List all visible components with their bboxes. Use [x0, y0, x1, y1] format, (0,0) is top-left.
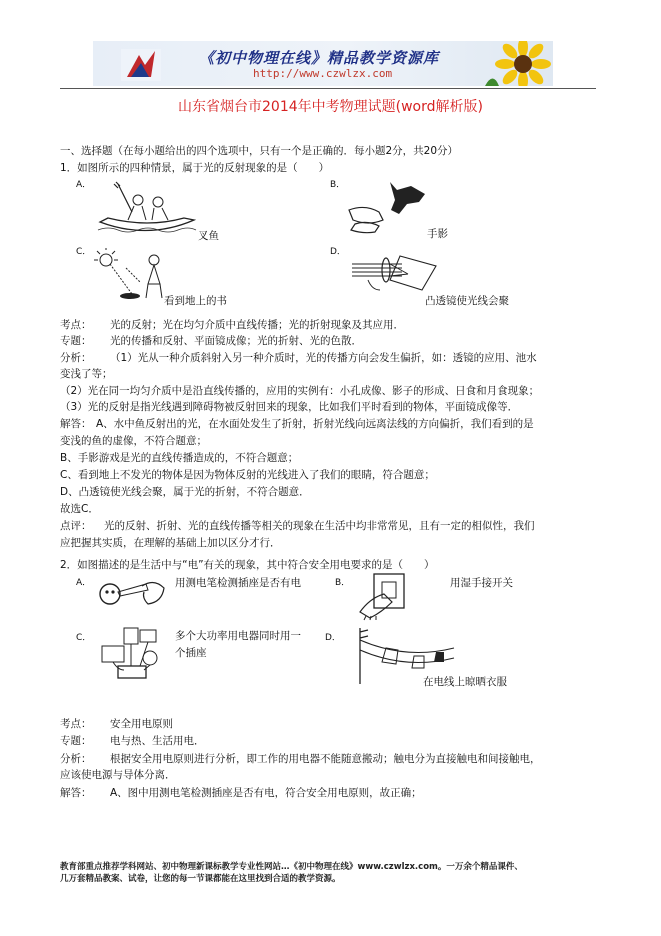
q1-zhuanti: 光的传播和反射、平面镜成像；光的折射、光的色散．	[110, 335, 362, 347]
q1-jieda-1: A、水中鱼反射出的光，在水面处发生了折射，折射光线向远离法线的方向偏折，我们看到的是	[96, 418, 534, 430]
q2-option-c: C．	[76, 633, 92, 643]
q1-option-c: C．	[76, 247, 92, 257]
overloaded-socket-illustration	[98, 624, 168, 684]
header-divider	[60, 88, 596, 89]
section-heading: 一、选择题（在每小题给出的四个选项中，只有一个是正确的．每小题2分，共20分）	[60, 145, 459, 157]
q2-kaodian-label: 考点：	[60, 718, 92, 730]
banner-url: http://www.czwlzx.com	[253, 67, 393, 80]
footer	[60, 861, 620, 885]
q2-jieda-1: A、图中用测电笔检测插座是否有电，符合安全用电原则，故正确；	[110, 787, 422, 799]
q1-kaodian-label: 考点：	[60, 319, 92, 331]
q1-dianping-label: 点评：	[60, 520, 92, 532]
q2-option-a: A．	[76, 578, 92, 588]
site-logo	[111, 41, 171, 86]
q2-jieda-label: 解答：	[60, 787, 92, 799]
q2-caption-c-line2: 个插座	[175, 647, 207, 659]
q1-option-a: A．	[76, 180, 92, 190]
q1-jieda-3: B、手影游戏是光的直线传播造成的，不符合题意；	[60, 452, 299, 464]
q1-option-b: B．	[330, 180, 346, 190]
q2-caption-a: 用测电笔检测插座是否有电	[175, 577, 301, 589]
header-banner	[93, 41, 553, 86]
q1-dianping-1: 光的反射、折射、光的直线传播等相关的现象在生活中均非常常见，且有一定的相似性，我们	[104, 520, 535, 532]
test-pen-illustration	[98, 574, 168, 614]
q1-zhuanti-label: 专题：	[60, 335, 92, 347]
q1-jieda-2: 变浅的鱼的虚像，不符合题意；	[60, 435, 207, 447]
q1-fenxi-4: （3）光的反射是指光线遇到障碍物被反射回来的现象，比如我们平时看到的物体，平面镜成像等．	[60, 401, 519, 413]
q2-zhuanti-label: 专题：	[60, 735, 92, 747]
q1-option-d: D．	[330, 247, 346, 257]
q2-option-d: D．	[325, 633, 341, 643]
q1-stem: 1．如图所示的四种情景，属于光的反射现象的是（ ）	[60, 162, 330, 174]
q2-caption-b: 用湿手接开关	[450, 577, 513, 589]
q2-fenxi-label: 分析：	[60, 753, 92, 765]
q1-caption-c: 看到地上的书	[164, 295, 227, 307]
convex-lens-illustration	[350, 250, 440, 300]
q1-answer: 故选C．	[60, 503, 99, 515]
q1-kaodian: 光的反射；光在均匀介质中直线传播；光的折射现象及其应用．	[110, 319, 404, 331]
q1-dianping-2: 应把握其实质，在理解的基础上加以区分才行．	[60, 537, 281, 549]
q1-fenxi-label: 分析：	[60, 352, 92, 364]
q2-kaodian: 安全用电原则	[110, 718, 173, 730]
wet-hand-switch-illustration	[356, 572, 436, 622]
q2-fenxi-2: 应该使电源与导体分离．	[60, 769, 176, 781]
q2-zhuanti: 电与热、生活用电．	[110, 735, 205, 747]
q1-jieda-5: D、凸透镜使光线会聚，属于光的折射，不符合题意．	[60, 486, 310, 498]
q2-option-b: B．	[335, 578, 351, 588]
q2-caption-d: 在电线上晾晒衣服	[423, 676, 507, 688]
q1-jieda-4: C、看到地上不发光的物体是因为物体反射的光线进入了我们的眼睛，符合题意；	[60, 469, 435, 481]
q1-caption-b: 手影	[427, 228, 448, 240]
q1-fenxi-3: （2）光在同一均匀介质中是沿直线传播的，应用的实例有：小孔成像、影子的形成、日食和月食现象；	[60, 385, 540, 397]
footer-line-1: 教育部重点推荐学科网站、初中物理新课标教学专业性网站…《初中物理在线》www.czwlzx.com。一万余个精品课件、	[60, 862, 523, 872]
q2-fenxi-1: 根据安全用电原则进行分析，即工作的用电器不能随意搬动；触电分为直接触电和间接触电，	[110, 753, 541, 765]
q1-fenxi-2: 变浅了等；	[60, 368, 113, 380]
q2-stem: 2．如图描述的是生活中与“电”有关的现象，其中符合安全用电要求的是（ ）	[60, 559, 435, 571]
q1-caption-d: 凸透镜使光线会聚	[425, 295, 509, 307]
fishing-boat-illustration	[98, 182, 198, 242]
banner-title: 《初中物理在线》精品教学资源库	[199, 49, 440, 67]
q2-caption-c-line1: 多个大功率用电器同时用一	[175, 630, 301, 642]
q1-fenxi-1: （1）光从一种介质斜射入另一种介质时，光的传播方向会发生偏折，如：透镜的应用、池水	[110, 352, 537, 364]
q1-jieda-label: 解答：	[60, 418, 92, 430]
footer-line-2: 几万套精品教案、试卷，让您的每一节课都能在这里找到合适的教学资源。	[60, 874, 341, 884]
q1-caption-a: 叉鱼	[198, 230, 219, 242]
sunflower-icon	[485, 41, 553, 86]
page-title: 山东省烟台市2014年中考物理试题(word解析版)	[178, 99, 483, 115]
